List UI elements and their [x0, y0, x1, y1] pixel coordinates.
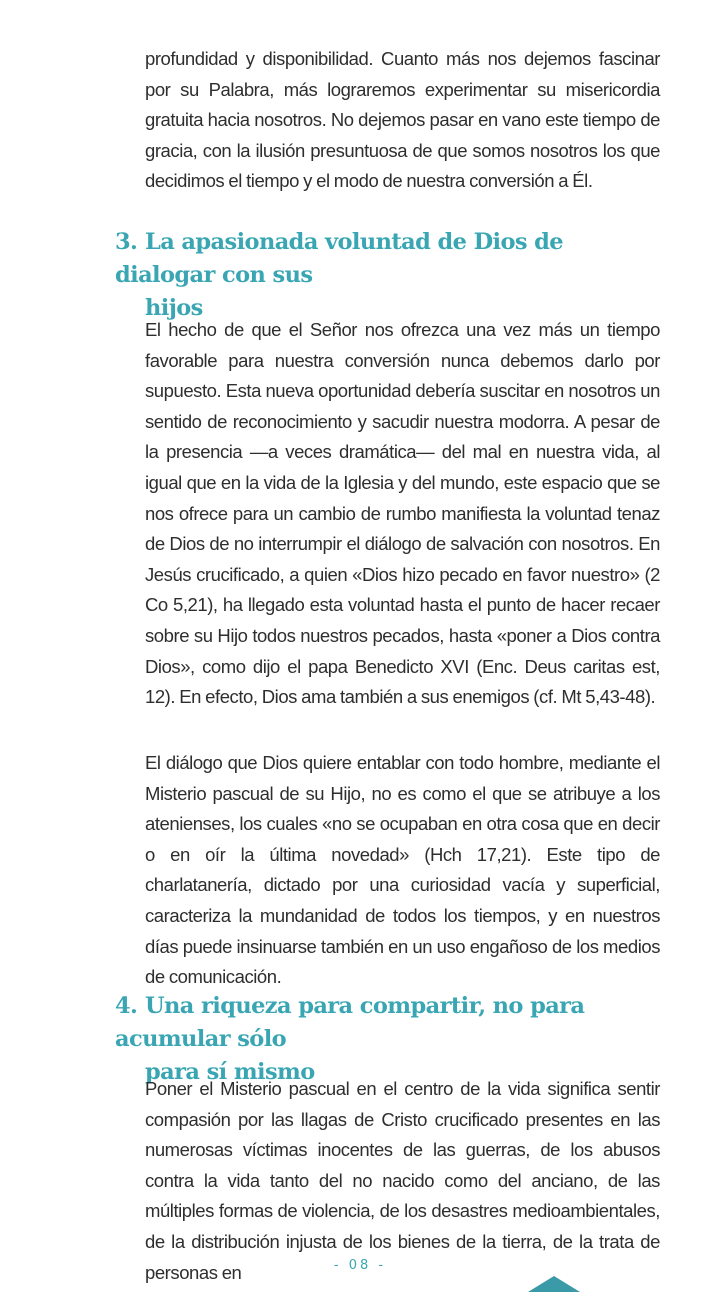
paragraph-text: profundidad y disponibilidad. Cuanto más nos dejemos fascinar por su Palabra, más lograremos experimentar su misericordia gratuita hacia nosotros. No dejemos pasar en vano este tiempo de gracia, con la ilusión presuntuosa de que somos nosotros los que decidimos el tiempo y el modo de nuestra conversión a Él. — [145, 48, 660, 192]
paragraph-text: El hecho de que el Señor nos ofrezca una vez más un tiempo favorable para nuestra conversión nunca debemos darlo por supuesto. Esta nueva oportunidad debería suscitar en nosotros un sentido de reconocimiento y sacudir nuestra modorra. A pesar de la presencia —a veces dramática— del mal en nuestra vida, al igual que en la vida de la Iglesia y del mundo, este espacio que se nos ofrece para un cambio de rumbo manifiesta la voluntad tenaz de Dios de no interrumpir el diálogo de salvación con nosotros. En Jesús crucificado, a quien «Dios hizo pecado en favor nuestro» (2 Co 5,21), ha llegado esta voluntad hasta el punto de hacer recaer sobre su Hijo todos nuestros pecados, hasta «poner a Dios contra Dios», como dijo el papa Benedicto XVI (Enc. Deus caritas est, 12). En efecto, Dios ama también a sus enemigos (cf. Mt 5,43-48). — [145, 319, 660, 708]
section-heading-3 — [115, 226, 665, 325]
section-title-line1: Una riqueza para compartir, no para acumular sólo — [115, 993, 585, 1052]
paragraph-continuation — [145, 44, 660, 197]
section-title-line1: La apasionada voluntad de Dios de dialogar con sus — [115, 229, 564, 288]
paragraph-section-4 — [145, 1074, 660, 1288]
section-title-line2: hijos — [145, 295, 203, 321]
paragraph-text: El diálogo que Dios quiere entablar con todo hombre, mediante el Misterio pascual de su Hijo, no es como el que se atribuye a los atenienses, los cuales «no se ocupaban en otra cosa que en decir o en oír la última novedad» (Hch 17,21). Este tipo de charlatanería, dictado por una curiosidad vacía y superficial, caracteriza la mundanidad de todos los tiempos, y en nuestros días puede insinuarse también en un uso engañoso de los medios de comunicación. — [145, 752, 660, 988]
section-number: 4. — [115, 993, 138, 1019]
page-number: - 08 - — [333, 1258, 387, 1273]
paragraph-section-3-b — [145, 748, 660, 993]
section-number: 3. — [115, 229, 138, 255]
paragraph-section-3-a — [145, 315, 660, 713]
paragraph-text: Poner el Misterio pascual en el centro de la vida significa sentir compasión por las llagas de Cristo crucificado presentes en las numerosas víctimas inocentes de las guerras, de los abusos contra la vida tanto del no nacido como del anciano, de las múltiples formas de violencia, de los desastres medioambientales, de la distribución injusta de los bienes de la tierra, de la trata de personas en — [145, 1078, 660, 1283]
section-title-line2: para sí mismo — [145, 1059, 315, 1085]
